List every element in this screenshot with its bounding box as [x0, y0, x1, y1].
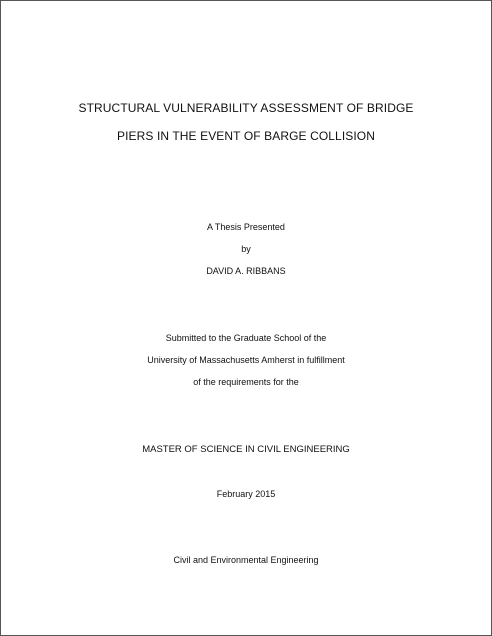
submission-date: February 2015 — [216, 489, 276, 499]
thesis-title-line-1: STRUCTURAL VULNERABILITY ASSESSMENT OF BRIDGE — [78, 101, 414, 115]
author-name: DAVID A. RIBBANS — [206, 266, 286, 276]
submission-line-2: University of Massachusetts Amherst in fulfillment — [147, 355, 345, 365]
thesis-title-line-2: PIERS IN THE EVENT OF BARGE COLLISION — [117, 129, 375, 143]
submission-line-1: Submitted to the Graduate School of the — [165, 333, 327, 343]
degree-name: MASTER OF SCIENCE IN CIVIL ENGINEERING — [142, 444, 350, 455]
submission-line-3: of the requirements for the — [193, 377, 299, 387]
department-name: Civil and Environmental Engineering — [173, 555, 319, 565]
presented-by: by — [241, 244, 251, 254]
presented-intro: A Thesis Presented — [207, 222, 285, 232]
